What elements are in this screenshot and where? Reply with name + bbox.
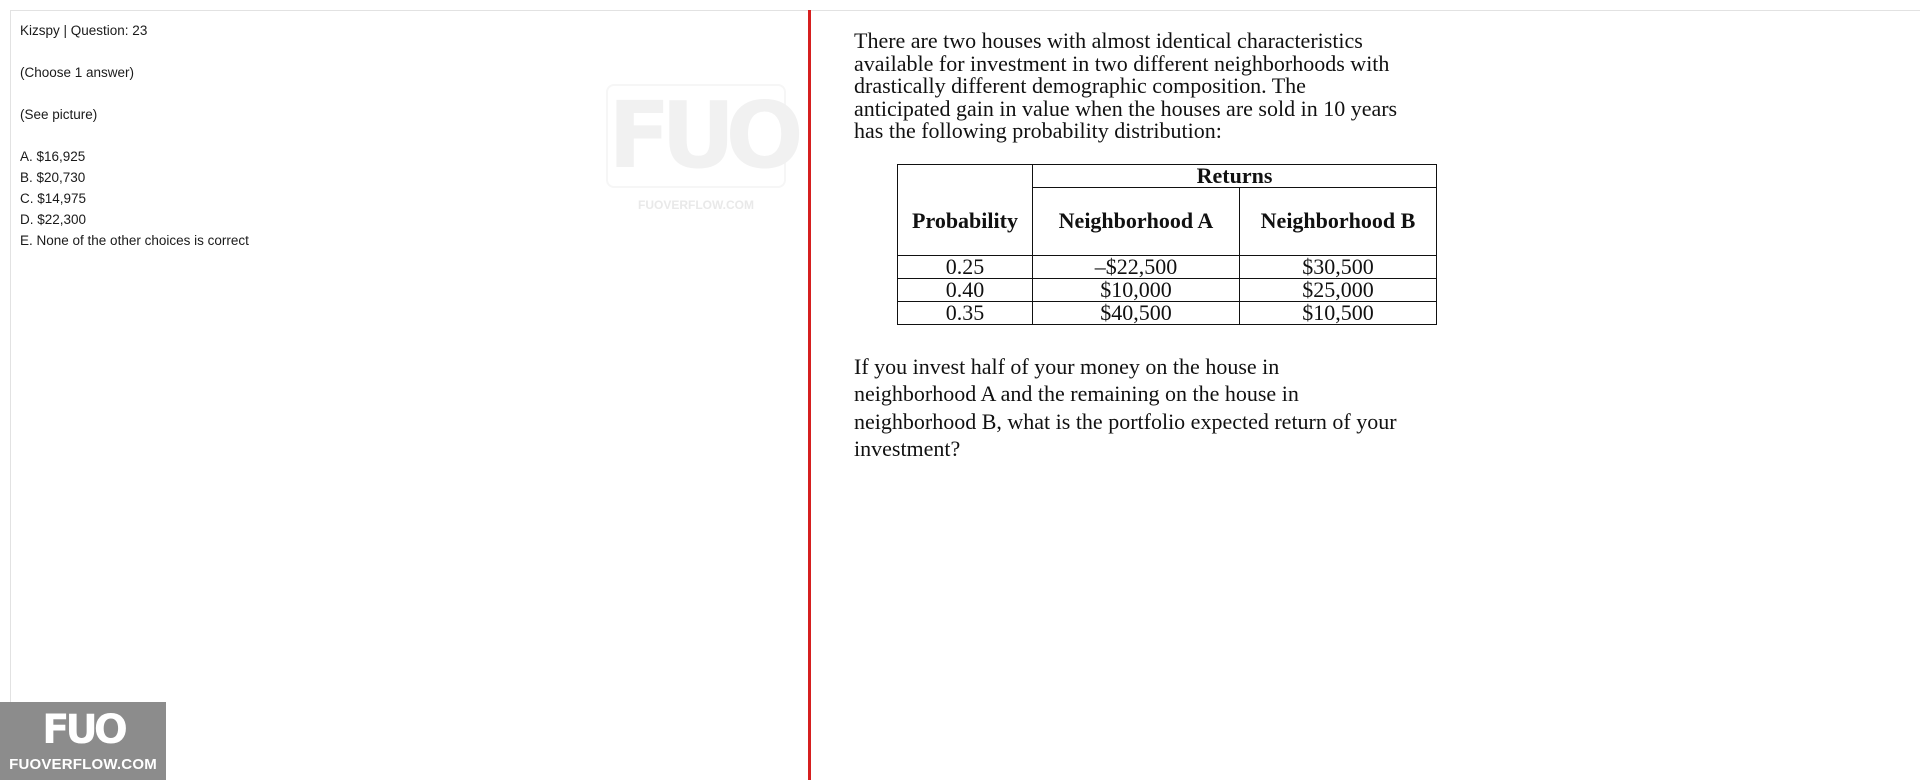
- table-row: [898, 255, 1437, 278]
- returns-header: Returns: [1033, 164, 1437, 187]
- table-cell: 0.40: [898, 278, 1033, 301]
- answer-panel: [20, 20, 800, 251]
- stem-line: available for investment in two different neighborhoods with: [854, 50, 1390, 76]
- left-border: [10, 10, 11, 780]
- answer-choices: [20, 146, 800, 251]
- question-stem: [854, 30, 1464, 143]
- table-cell: $10,000: [1033, 278, 1240, 301]
- choice-d[interactable]: D. $22,300: [20, 212, 87, 227]
- table-cell: $40,500: [1033, 301, 1240, 324]
- see-picture-instruction: (See picture): [20, 107, 98, 122]
- fuo-badge-site: FUOVERFLOW.COM: [9, 756, 157, 773]
- followup-line: neighborhood B, what is the portfolio expected return of your: [854, 408, 1397, 434]
- table-cell: $25,000: [1240, 278, 1437, 301]
- followup-line: investment?: [854, 436, 961, 461]
- table-row: [898, 278, 1437, 301]
- choice-c[interactable]: C. $14,975: [20, 191, 87, 206]
- choice-a[interactable]: A. $16,925: [20, 149, 86, 164]
- returns-table: [897, 164, 1437, 325]
- probability-header: Probability: [898, 187, 1033, 255]
- table-cell: 0.35: [898, 301, 1033, 324]
- stem-line: drastically different demographic composition. The: [854, 73, 1306, 98]
- table-blank-cell: [898, 164, 1033, 187]
- neighborhood-a-header: Neighborhood A: [1033, 187, 1240, 255]
- choose-instruction: (Choose 1 answer): [20, 65, 135, 80]
- table-group-row: [898, 164, 1437, 187]
- stem-line: There are two houses with almost identical characteristics: [854, 28, 1363, 53]
- question-followup: [854, 353, 1464, 463]
- choice-e[interactable]: E. None of the other choices is correct: [20, 233, 249, 248]
- table-cell: $30,500: [1240, 255, 1437, 278]
- choice-b[interactable]: B. $20,730: [20, 170, 86, 185]
- stem-line: has the following probability distribution:: [854, 118, 1222, 143]
- question-picture: [854, 30, 1464, 463]
- question-title: Kizspy | Question: 23: [20, 23, 148, 38]
- pane-divider: [808, 10, 811, 780]
- table-cell: 0.25: [898, 255, 1033, 278]
- table-cell: –$22,500: [1033, 255, 1240, 278]
- followup-line: neighborhood A and the remaining on the house in: [854, 381, 1299, 406]
- faint-watermark-logo: FUO: [608, 82, 794, 189]
- fuo-logo-icon: FUO: [42, 707, 124, 753]
- followup-line: If you invest half of your money on the house in: [854, 353, 1280, 379]
- stem-line: anticipated gain in value when the houses are sold in 10 years: [854, 95, 1398, 121]
- neighborhood-b-header: Neighborhood B: [1240, 187, 1437, 255]
- table-row: [898, 301, 1437, 324]
- top-border: [10, 10, 1920, 11]
- fuoverflow-badge: [0, 702, 166, 780]
- table-cell: $10,500: [1240, 301, 1437, 324]
- table-header-row: [898, 187, 1437, 255]
- faint-watermark-site: FUOVERFLOW.COM: [638, 198, 754, 212]
